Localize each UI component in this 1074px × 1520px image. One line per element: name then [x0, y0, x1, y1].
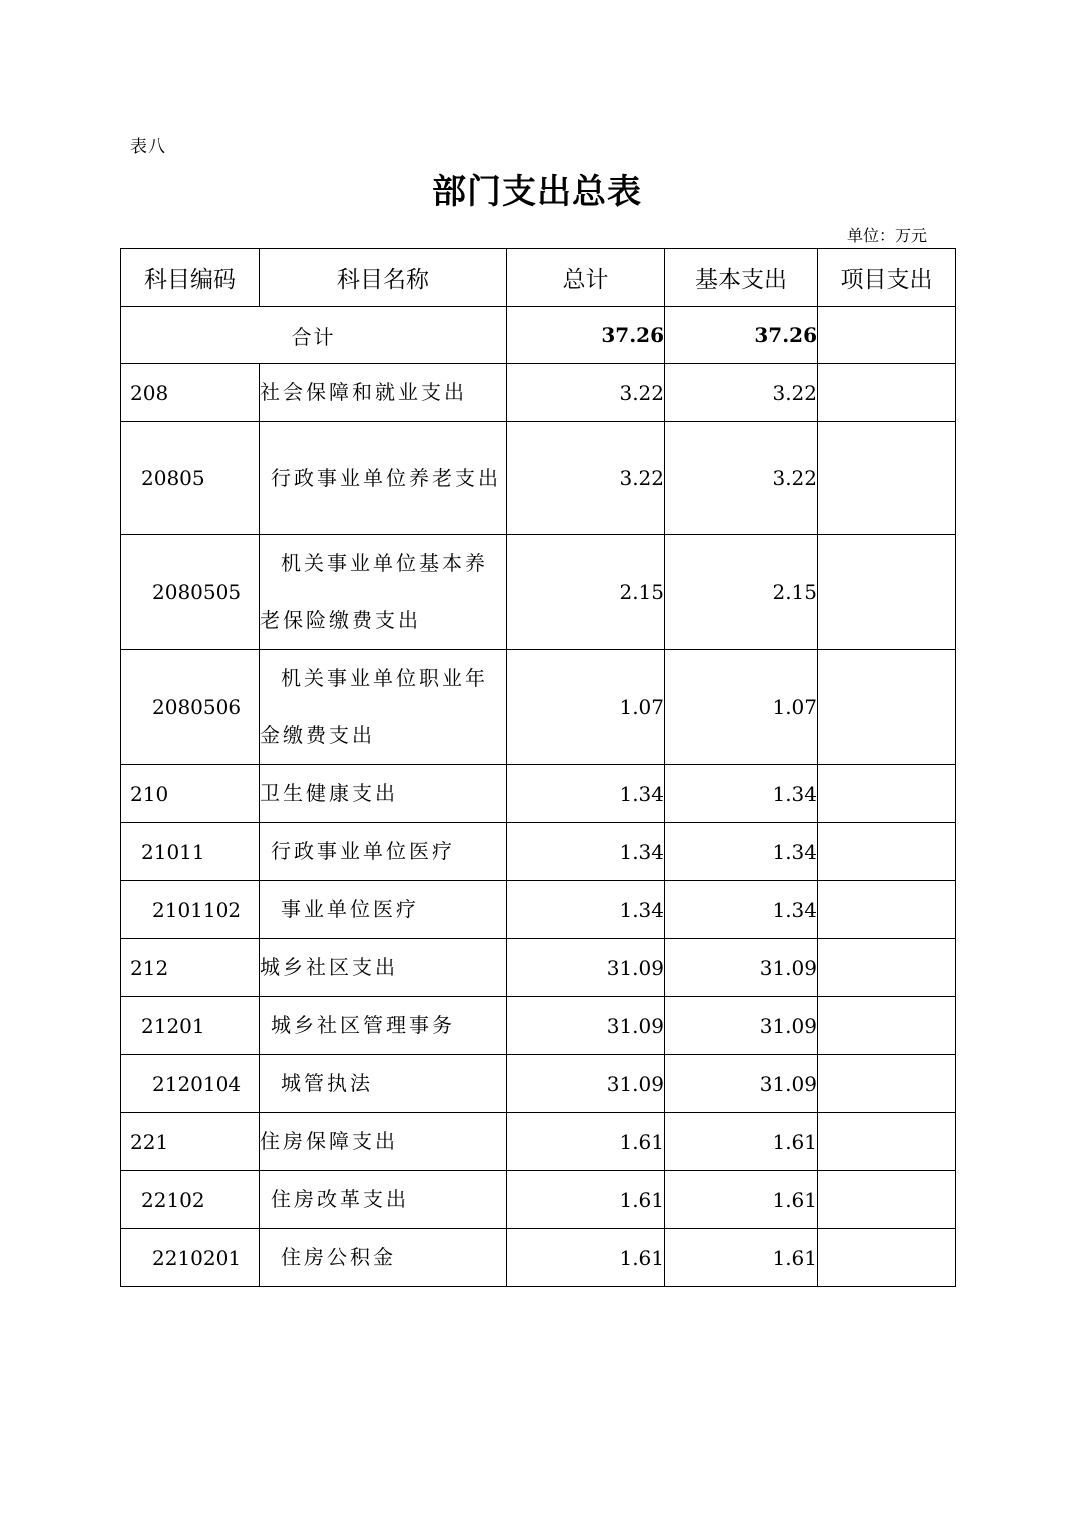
row-project [818, 422, 956, 535]
total-row [121, 307, 956, 364]
row-total: 3.22 [507, 364, 665, 422]
total-label: 合计 [121, 307, 507, 364]
table-row [121, 939, 956, 997]
row-name: 机关事业单位职业年金缴费支出 [260, 650, 507, 765]
row-project [818, 1113, 956, 1171]
table-row [121, 1229, 956, 1287]
row-code: 2101102 [121, 881, 260, 939]
row-basic: 1.34 [665, 881, 818, 939]
total-project [818, 307, 956, 364]
row-project [818, 1055, 956, 1113]
row-total: 1.34 [507, 881, 665, 939]
row-total: 1.34 [507, 823, 665, 881]
header-row [121, 249, 956, 307]
row-code: 210 [121, 765, 260, 823]
table-row [121, 1113, 956, 1171]
row-code: 20805 [121, 422, 260, 535]
row-code: 208 [121, 364, 260, 422]
row-code: 2080506 [121, 650, 260, 765]
row-name: 住房改革支出 [260, 1171, 507, 1229]
header-total: 总计 [507, 249, 665, 307]
table-row [121, 422, 956, 535]
table-row [121, 650, 956, 765]
row-project [818, 535, 956, 650]
table-row [121, 765, 956, 823]
row-project [818, 823, 956, 881]
row-total: 1.61 [507, 1229, 665, 1287]
row-basic: 1.61 [665, 1171, 818, 1229]
header-name: 科目名称 [260, 249, 507, 307]
table-row [121, 997, 956, 1055]
row-basic: 1.61 [665, 1113, 818, 1171]
header-code: 科目编码 [121, 249, 260, 307]
row-basic: 31.09 [665, 939, 818, 997]
table-row [121, 1171, 956, 1229]
table-row [121, 1055, 956, 1113]
row-name: 事业单位医疗 [260, 881, 507, 939]
row-total: 3.22 [507, 422, 665, 535]
page-title: 部门支出总表 [432, 172, 642, 212]
row-project [818, 364, 956, 422]
row-name: 行政事业单位养老支出 [260, 422, 507, 535]
row-basic: 31.09 [665, 997, 818, 1055]
row-name: 住房保障支出 [260, 1113, 507, 1171]
header-project: 项目支出 [818, 249, 956, 307]
row-code: 21011 [121, 823, 260, 881]
row-name: 城乡社区支出 [260, 939, 507, 997]
row-basic: 1.34 [665, 765, 818, 823]
row-name: 城管执法 [260, 1055, 507, 1113]
row-name: 住房公积金 [260, 1229, 507, 1287]
row-total: 1.61 [507, 1171, 665, 1229]
row-basic: 1.34 [665, 823, 818, 881]
table-row [121, 535, 956, 650]
row-total: 31.09 [507, 1055, 665, 1113]
row-project [818, 1171, 956, 1229]
header-basic: 基本支出 [665, 249, 818, 307]
row-code: 2210201 [121, 1229, 260, 1287]
row-code: 22102 [121, 1171, 260, 1229]
row-project [818, 881, 956, 939]
row-name: 城乡社区管理事务 [260, 997, 507, 1055]
row-basic: 3.22 [665, 364, 818, 422]
row-code: 221 [121, 1113, 260, 1171]
row-name: 机关事业单位基本养老保险缴费支出 [260, 535, 507, 650]
row-name: 行政事业单位医疗 [260, 823, 507, 881]
row-project [818, 939, 956, 997]
row-project [818, 1229, 956, 1287]
row-basic: 3.22 [665, 422, 818, 535]
row-total: 1.61 [507, 1113, 665, 1171]
row-total: 2.15 [507, 535, 665, 650]
row-basic: 1.61 [665, 1229, 818, 1287]
row-basic: 1.07 [665, 650, 818, 765]
row-total: 31.09 [507, 997, 665, 1055]
table-row [121, 823, 956, 881]
unit-label: 单位：万元 [846, 226, 927, 245]
row-total: 31.09 [507, 939, 665, 997]
row-project [818, 765, 956, 823]
row-name: 卫生健康支出 [260, 765, 507, 823]
table-row [121, 881, 956, 939]
row-project [818, 650, 956, 765]
row-code: 2120104 [121, 1055, 260, 1113]
table-label: 表八 [130, 137, 166, 157]
row-basic: 31.09 [665, 1055, 818, 1113]
table-row [121, 364, 956, 422]
row-basic: 2.15 [665, 535, 818, 650]
row-total: 1.07 [507, 650, 665, 765]
row-code: 212 [121, 939, 260, 997]
row-project [818, 997, 956, 1055]
total-total: 37.26 [507, 307, 665, 364]
row-code: 2080505 [121, 535, 260, 650]
expense-table [120, 248, 956, 1287]
row-code: 21201 [121, 997, 260, 1055]
total-basic: 37.26 [665, 307, 818, 364]
row-total: 1.34 [507, 765, 665, 823]
row-name: 社会保障和就业支出 [260, 364, 507, 422]
